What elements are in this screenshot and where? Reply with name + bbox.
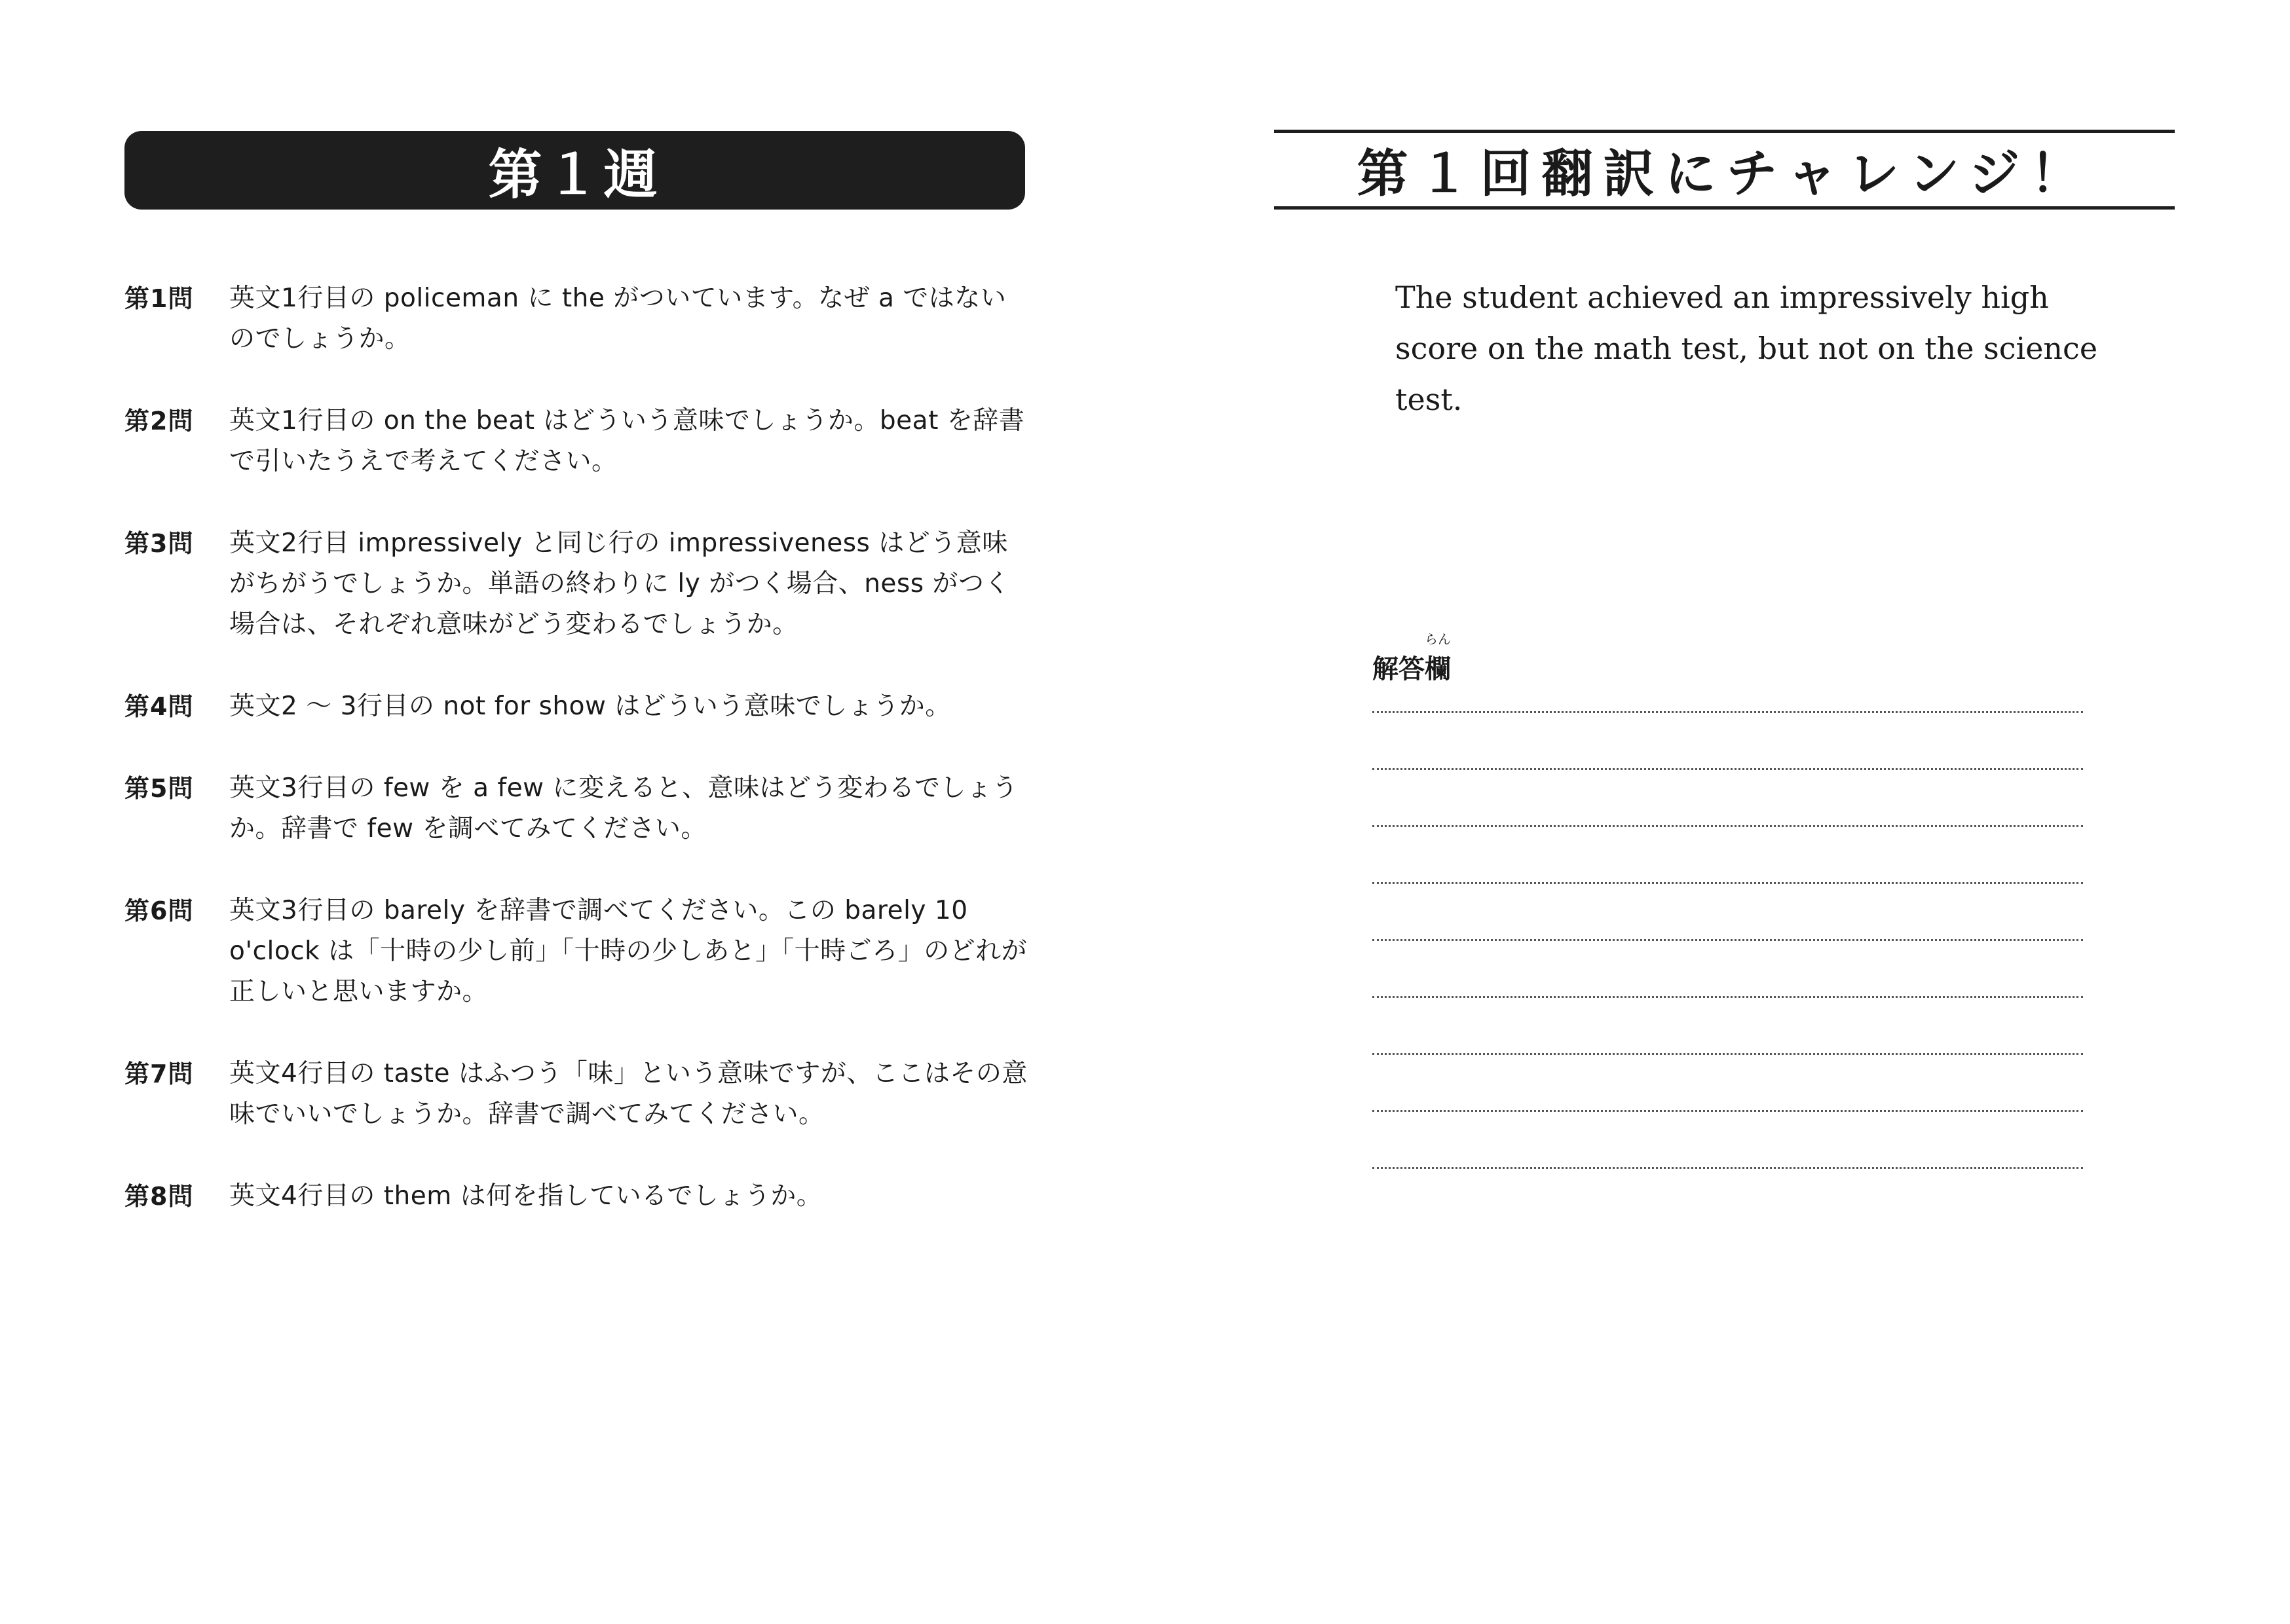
english-passage: The student achieved an impressively high score on the math test, but not on the science test. bbox=[1395, 280, 2098, 417]
question-item bbox=[124, 891, 1055, 1012]
answer-line bbox=[1372, 996, 2083, 998]
question-item bbox=[124, 278, 1055, 360]
answer-line bbox=[1372, 711, 2083, 713]
question-item bbox=[124, 1054, 1055, 1135]
question-item bbox=[124, 686, 1055, 727]
question-number: 第1問 bbox=[124, 284, 194, 313]
question-text: 英文3行目の barely を辞書で調べてください。この barely 10 o'clock は「十時の少し前」「十時の少しあと」「十時ごろ」のどれが正しいと思いますか。 bbox=[229, 896, 1028, 1006]
question-item bbox=[124, 768, 1055, 849]
question-text: 英文2行目 impressively と同じ行の impressiveness はどう意味がちがうでしょうか。単語の終わりに ly がつく場合、ness がつく場合は、それぞれ意味がどう変わるでしょうか。 bbox=[229, 528, 1010, 639]
question-item bbox=[124, 401, 1055, 482]
question-text: 英文1行目の policeman に the がついています。なぜ a ではないのでしょうか。 bbox=[229, 284, 1007, 354]
question-number: 第8問 bbox=[124, 1182, 194, 1211]
question-text: 英文4行目の taste はふつう「味」という意味ですが、ここはその意味でいいでしょうか。辞書で調べてみてください。 bbox=[229, 1059, 1028, 1129]
week-title: 第１週 bbox=[488, 143, 662, 206]
answer-label bbox=[1372, 631, 1451, 690]
question-number: 第7問 bbox=[124, 1060, 194, 1088]
week-header bbox=[124, 131, 1025, 210]
answer-line bbox=[1372, 825, 2083, 827]
answer-label-prefix: 解答 bbox=[1372, 654, 1425, 684]
answer-line bbox=[1372, 939, 2083, 941]
question-text: 英文4行目の them は何を指しているでしょうか。 bbox=[229, 1181, 823, 1211]
question-text: 英文1行目の on the beat はどういう意味でしょうか。beat を辞書で引いたうえで考えてください。 bbox=[229, 406, 1025, 476]
answer-line bbox=[1372, 882, 2083, 884]
question-number: 第4問 bbox=[124, 692, 194, 721]
challenge-title: 第１回翻訳にチャレンジ！ bbox=[1357, 145, 2092, 204]
question-number: 第6問 bbox=[124, 896, 194, 925]
question-number: 第3問 bbox=[124, 529, 194, 558]
answer-label-ruby-group bbox=[1425, 631, 1451, 690]
question-text: 英文3行目の few を a few に変えると、意味はどう変わるでしょうか。辞書で few を調べてみてください。 bbox=[229, 773, 1019, 843]
answer-label-ruby: らん bbox=[1425, 631, 1451, 647]
answer-label-ruby-base: 欄 bbox=[1425, 654, 1451, 684]
question-number: 第5問 bbox=[124, 774, 194, 803]
question-number: 第2問 bbox=[124, 407, 194, 435]
answer-line bbox=[1372, 1167, 2083, 1169]
answer-line bbox=[1372, 768, 2083, 770]
question-text: 英文2 〜 3行目の not for show はどういう意味でしょうか。 bbox=[229, 692, 951, 721]
question-item bbox=[124, 523, 1055, 645]
question-item bbox=[124, 1176, 1055, 1217]
answer-line bbox=[1372, 1053, 2083, 1055]
challenge-header bbox=[1274, 130, 2175, 210]
answer-line bbox=[1372, 1110, 2083, 1112]
